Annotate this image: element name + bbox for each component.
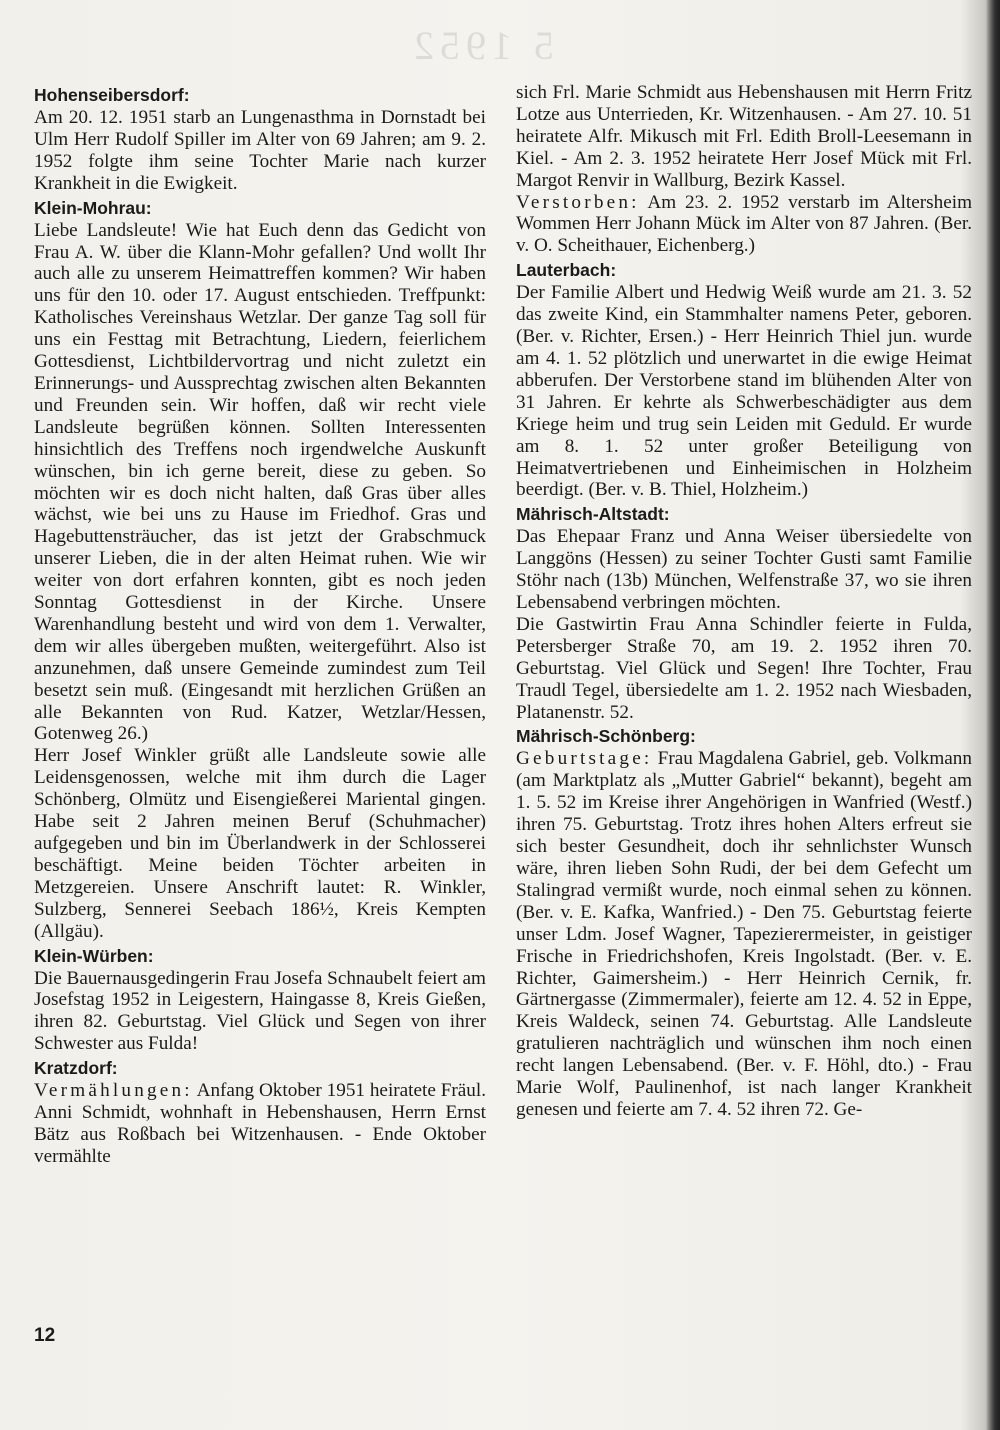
paragraph <box>516 748 972 1120</box>
section-heading: Mährisch-Schönberg: <box>516 726 696 747</box>
paragraph: Die Bauernausgedingerin Frau Josefa Schnaubelt feiert am Josefstag 1952 in Leigestern, Haingasse 8, Kreis Gießen, ihren 82. Geburtstag. Viel Glück und Segen von ihrer Schwester aus Fulda! <box>34 967 486 1055</box>
section-heading: Kratzdorf: <box>34 1058 118 1079</box>
section-maehrisch-altstadt <box>516 503 972 723</box>
section-maehrisch-schoenberg <box>516 725 972 1120</box>
section-klein-wuerben <box>34 945 486 1056</box>
paragraph: Herr Josef Winkler grüßt alle Landsleute sowie alle Leidensgenossen, welche mit ihm durch die Lager Schönberg, Olmütz und Eisengießerei Mariental gingen. Habe seit 2 Jahren meinen Beruf (Schuhmacher) aufgegeben und bin im Überlandwerk in der Schlosserei beschäftigt. Meine beiden Töchter arbeiten in Metzgereien. Unsere Anschrift lautet: R. Winkler, Sulzberg, Sennerei Seebach 186½, Kreis Kempten (Allgäu). <box>34 745 486 942</box>
section-kratzdorf <box>34 1057 486 1168</box>
section-kratzdorf-continued <box>516 82 972 257</box>
paragraph-text: Frau Magdalena Gabriel, geb. Volkmann (am Marktplatz als „Mutter Gabriel“ bekannt), begeht am 1. 5. 52 im Kreise ihrer Angehörigen in Wanfried (Westf.) ihren 75. Geburtstag. Trotz ihres hohen Alters erfreut sie sich bester Gesundheit, doch ihr sehnlichster Wunsch wäre, ihren lieben Sohn Rudi, der bei dem Gefecht um Stalingrad vermißt wurde, noch einmal sehen zu können. (Ber. v. E. Kafka, Wanfried.) - Den 75. Geburtstag feierte unser Ldm. Josef Wagner, Tapezierermeister, in geistiger Frische in Friedrichshofen, Kreis Ingolstadt. (Ber. v. E. Richter, Gaimersheim.) - Herr Heinrich Cernik, fr. Gärtnergasse (Zimmermaler), feierte am 12. 4. 52 in Eppe, Kreis Waldeck, seinen 74. Geburtstag. Alle Landsleute gratulieren nachträglich und wünschen ihm noch einen recht langen Lebensabend. (Ber. v. F. Höhl, dto.) - Frau Marie Wolf, Paulinenhof, ist nach langer Krankheit genesen und feierte am 7. 4. 52 ihren 72. Ge- <box>516 748 972 1120</box>
paragraph <box>34 1080 486 1168</box>
section-heading: Lauterbach: <box>516 260 617 281</box>
section-klein-mohrau <box>34 197 486 943</box>
right-column <box>516 82 972 1121</box>
left-column <box>34 82 486 1168</box>
section-hohenseibersdorf <box>34 84 486 195</box>
page-number: 12 <box>34 1325 56 1346</box>
paragraph: Am 20. 12. 1951 starb an Lungenasthma in Dornstadt bei Ulm Herr Rudolf Spiller im Alter von 69 Jahren; am 9. 2. 1952 folgte ihm seine Tochter Marie nach kurzer Krankheit in die Ewigkeit. <box>34 107 486 194</box>
paragraph <box>516 192 972 258</box>
paragraph: Der Familie Albert und Hedwig Weiß wurde am 21. 3. 52 das zweite Kind, ein Stammhalter namens Peter, geboren. (Ber. v. Richter, Ersen.) - Herr Heinrich Thiel jun. wurde am 4. 1. 52 plötzlich und unerwartet in die ewige Heimat abberufen. Der Verstorbene stand im blühenden Alter von 31 Jahren. Er kehrte als Schwerbeschädigter aus dem Kriege heim und trug sein Leiden mit Geduld. Er wurde am 8. 1. 52 unter großer Beteiligung von Heimatvertriebenen und Einheimischen in Holzheim beerdigt. (Ber. v. B. Thiel, Holzheim.) <box>516 282 972 501</box>
spaced-lead: Verstorben: <box>516 191 640 213</box>
spaced-lead: Geburtstage: <box>516 748 653 770</box>
section-lauterbach <box>516 259 972 501</box>
binding-edge-shadow <box>986 0 1000 1430</box>
paragraph-text: Am 23. 2. 1952 verstarb im Altersheim Wommen Herr Johann Mück im Alter von 87 Jahren. (Ber. v. O. Scheithauer, Eichenberg.) <box>516 191 972 257</box>
paragraph: Liebe Landsleute! Wie hat Euch denn das Gedicht von Frau A. W. über die Klann-Mohr gefallen? Und wollt Ihr auch alle zu unserem Heimattreffen kommen? Wir haben uns für den 10. oder 17. August entschieden. Treffpunkt: Katholisches Vereinshaus Wetzlar. Der ganze Tag soll für uns ein Festtag mit Betrachtung, Liedern, feierlichem Gottesdienst, Lichtbildervortrag und nicht zuletzt ein Erinnerungs- und Aussprechtag zwischen alten Bekannten und Freunden sein. Wir hoffen, daß wir recht viele Landsleute begrüßen können. Sollten Interessenten hinsichtlich des Treffens noch irgendwelche Auskunft wünschen, bin ich gerne bereit, diese zu geben. So möchten wir es doch nicht halten, daß Gras über alles wächst, wie bei uns zu Hause im Friedhof. Gras und Hagebuttensträucher, das ist jetzt der Grabschmuck unserer Lieben, die in der alten Heimat ruhen. Wie wir weiter von dort erfahren konnten, gibt es noch jeden Sonntag Gottesdienst in der Kirche. Unsere Warenhandlung besteht und wird von dem 1. Verwalter, dem wir alles übergeben mußten, weitergeführt. Also ist anzunehmen, daß unsere Gemeinde zumindest zum Teil besetzt sein muß. (Eingesandt mit herzlichen Grüßen an alle Bekannten von Rud. Katzer, Wetzlar/Hessen, Gotenweg 26.) <box>34 219 486 745</box>
paragraph: sich Frl. Marie Schmidt aus Hebenshausen mit Herrn Fritz Lotze aus Unterrieden, Kr. Witzenhausen. - Am 27. 10. 51 heiratete Alfr. Mikusch mit Frl. Edith Broll-Leesemann in Kiel. - Am 2. 3. 1952 heiratete Herr Josef Mück mit Frl. Margot Renvir in Wallburg, Bezirk Kassel. <box>516 82 972 191</box>
spaced-lead: Vermählungen: <box>34 1080 193 1102</box>
paragraph-text: Anfang Oktober 1951 heiratete Fräul. Anni Schmidt, wohnhaft in Hebenshausen, Herrn Ernst Bätz aus Roßbach bei Witzenhausen. - Ende Oktober vermählte <box>34 1080 486 1167</box>
section-heading: Klein-Würben: <box>34 945 154 966</box>
paragraph: Die Gastwirtin Frau Anna Schindler feierte in Fulda, Petersberger Straße 70, am 19. 2. 1952 ihren 70. Geburtstag. Viel Glück und Segen! Ihre Tochter, Frau Traudl Tegel, übersiedelte am 1. 2. 1952 nach Wiesbaden, Platanenstr. 52. <box>516 613 972 723</box>
bleed-through-text: 5 1952 <box>408 23 554 68</box>
paragraph: Das Ehepaar Franz und Anna Weiser übersiedelte von Langgöns (Hessen) zu seiner Tochter Gusti samt Familie Stöhr nach (13b) München, Welfenstraße 37, wo sie ihren Lebensabend verbringen möchten. <box>516 526 972 614</box>
section-heading: Klein-Mohrau: <box>34 197 152 218</box>
section-heading: Mährisch-Altstadt: <box>516 504 670 525</box>
section-heading: Hohenseibersdorf: <box>34 85 190 105</box>
